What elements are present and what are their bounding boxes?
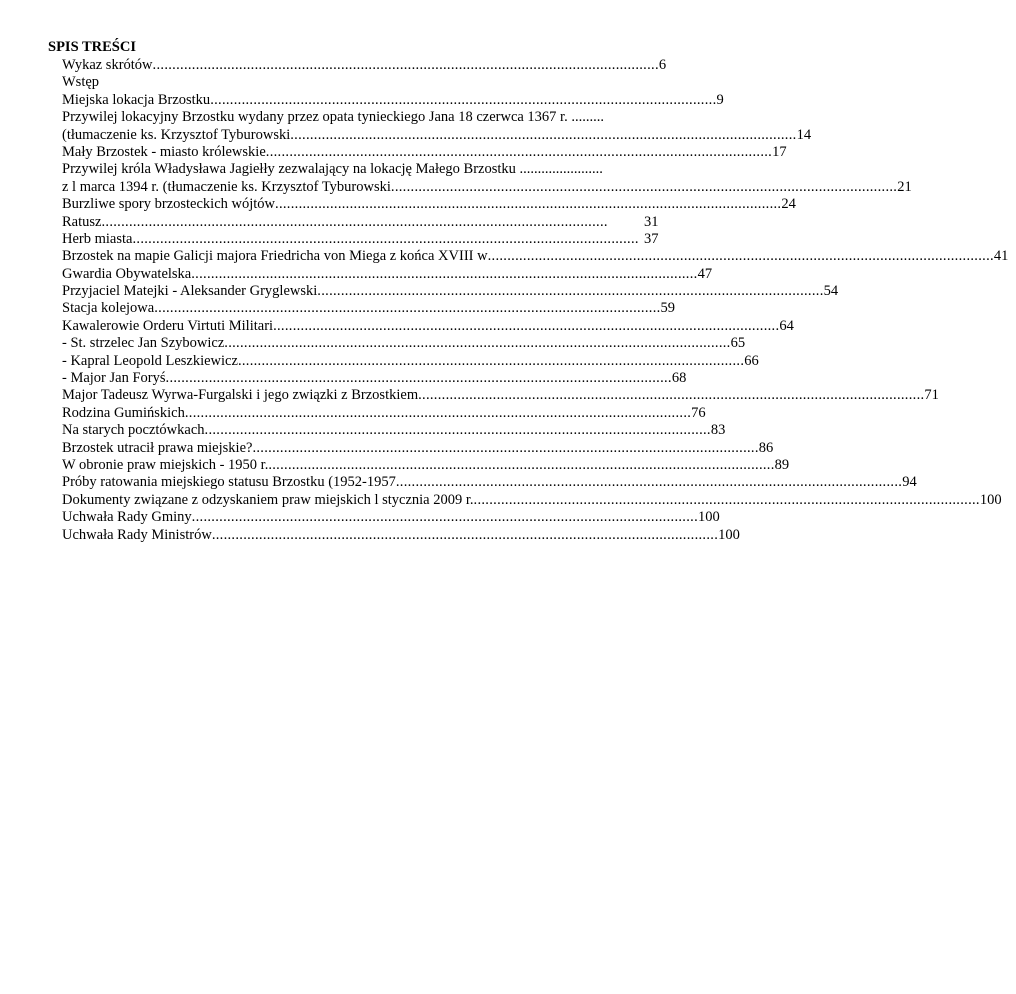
toc-entry <box>62 352 759 370</box>
toc-entry <box>62 265 713 283</box>
toc-title: SPIS TREŚCI <box>48 39 136 55</box>
toc-leader-dots: ................................................................................................................................. <box>154 300 661 317</box>
toc-leader-dots: ................................................................................................................................. <box>487 248 994 265</box>
toc-entry-text: Kawalerowie Orderu Virtuti Militari <box>62 317 274 334</box>
toc-entry-text: - Kapral Leopold Leszkiewicz <box>62 352 238 369</box>
toc-entry-text: Uchwała Rady Ministrów <box>62 526 212 543</box>
toc-leader-dots: ................................................................................................................................. <box>165 370 672 387</box>
toc-entry-text: Wstęp <box>62 74 100 91</box>
toc-entry-text: - Major Jan Foryś <box>62 370 166 387</box>
toc-entry <box>62 317 794 335</box>
toc-leader-dots: ................................................................................................................................. <box>184 404 692 421</box>
toc-entry <box>62 91 724 109</box>
toc-entry <box>62 126 812 144</box>
toc-entry-text: Przywilej lokacyjny Brzostku wydany przez opata tynieckiego Jana 18 czerwca 1367 r. ......... <box>62 109 604 126</box>
toc-page-number: 100 <box>718 526 740 543</box>
toc-entry <box>62 300 676 317</box>
toc-page-number: 89 <box>774 456 790 473</box>
toc-page-number: 14 <box>796 126 812 143</box>
toc-leader-dots: ................................................................................................................................. <box>101 213 608 230</box>
toc-leader-dots: ................................................................................................................................. <box>224 335 731 352</box>
toc-entry-text: z l marca 1394 r. (tłumaczenie ks. Krzysztof Tyburowski <box>62 178 391 195</box>
toc-entry <box>62 439 774 457</box>
toc-entry <box>62 196 796 213</box>
toc-leader-dots: ................................................................................................................................. <box>204 422 711 439</box>
toc-entry-text: Przywilej króla Władysława Jagiełły zezwalający na lokację Małego Brzostku ....................... <box>62 161 603 178</box>
toc-page-number: 37 <box>644 230 659 247</box>
table-of-contents <box>62 57 1009 544</box>
toc-page-number: 83 <box>710 422 726 439</box>
toc-entry <box>62 491 1002 509</box>
toc-entry-text: Dokumenty związane z odzyskaniem praw miejskich l stycznia 2009 r. <box>62 491 474 508</box>
toc-entry-text: - St. strzelec Jan Szybowicz <box>62 335 225 352</box>
toc-page-number: 21 <box>897 178 912 195</box>
toc-entry <box>62 178 912 196</box>
toc-page-number: 100 <box>698 509 720 526</box>
toc-entry <box>62 474 917 491</box>
toc-entry <box>62 509 720 526</box>
toc-page-number: 100 <box>979 491 1002 508</box>
toc-page-number: 54 <box>823 283 839 300</box>
toc-leader-dots: ................................................................................................................................. <box>390 178 898 195</box>
toc-entry-text: Próby ratowania miejskiego statusu Brzostku (1952-1957 <box>62 474 396 491</box>
toc-page-number: 17 <box>772 143 787 160</box>
toc-entry <box>62 422 726 439</box>
toc-entry <box>62 387 939 404</box>
toc-leader-dots: ................................................................................................................................. <box>273 317 780 334</box>
toc-entry <box>62 143 787 161</box>
toc-leader-dots: ................................................................................................................................. <box>191 509 698 526</box>
toc-entry-text: Stacja kolejowa <box>62 300 155 317</box>
toc-entry-text: Wykaz skrótów <box>62 57 153 73</box>
toc-page-number: 86 <box>758 439 774 456</box>
toc-leader-dots: ................................................................................................................................. <box>395 474 903 491</box>
toc-page-number: 71 <box>924 387 939 404</box>
toc-entry-text: Herb miasta <box>62 230 133 247</box>
toc-page-number: 47 <box>697 265 713 282</box>
toc-leader-dots: ................................................................................................................................. <box>268 456 775 473</box>
toc-page-number: 24 <box>781 196 796 213</box>
toc-entry-text: Miejska lokacja Brzostku <box>62 91 211 108</box>
toc-leader-dots: ................................................................................................................................. <box>265 143 773 160</box>
toc-entry-text: Uchwała Rady Gminy <box>62 509 192 526</box>
toc-entry-text: Brzostek utracił prawa miejskie? <box>62 439 253 456</box>
toc-entry <box>62 248 1009 265</box>
toc-entry <box>62 231 666 248</box>
toc-entry-text: Burzliwe spory brzosteckich wójtów <box>62 196 276 213</box>
toc-page-number: 68 <box>671 370 687 387</box>
toc-entry-text: Ratusz <box>62 213 102 230</box>
toc-entry <box>62 370 687 387</box>
toc-leader-dots: ................................................................................................................................. <box>252 439 759 456</box>
toc-page-number: 65 <box>730 335 746 352</box>
toc-entry-text: W obronie praw miejskich - 1950 r. <box>62 456 269 473</box>
toc-entry-text: Gwardia Obywatelska <box>62 265 192 282</box>
toc-entry <box>62 456 790 474</box>
toc-page-number: 64 <box>779 317 794 334</box>
toc-leader-dots: ................................................................................................................................. <box>211 526 719 543</box>
toc-leader-dots: ................................................................................................................................. <box>290 126 797 143</box>
toc-entry-text: Major Tadeusz Wyrwa-Furgalski i jego związki z Brzostkiem <box>62 387 419 404</box>
toc-page-number: 76 <box>691 404 706 421</box>
toc-page-number: 59 <box>660 300 676 317</box>
toc-leader-dots: ................................................................................................................................. <box>418 387 925 404</box>
toc-entry <box>62 404 706 422</box>
toc-entry <box>62 335 746 352</box>
toc-entry <box>62 57 666 74</box>
toc-entry-text: Mały Brzostek - miasto królewskie <box>62 143 266 160</box>
toc-leader-dots: ................................................................................................................................. <box>210 91 717 108</box>
toc-leader-dots: ................................................................................................................................. <box>237 352 745 369</box>
toc-entry-text: (tłumaczenie ks. Krzysztof Tyburowski <box>62 126 291 143</box>
toc-entry <box>62 109 666 126</box>
toc-page-number: 94 <box>902 474 917 491</box>
toc-page-number: 66 <box>744 352 759 369</box>
toc-page-number: 9 <box>716 91 724 108</box>
toc-entry <box>62 214 666 231</box>
toc-entry <box>62 161 666 178</box>
toc-leader-dots: ................................................................................................................................. <box>473 491 980 508</box>
toc-entry-text: Brzostek na mapie Galicji majora Friedricha von Miega z końca XVIII w <box>62 248 488 265</box>
toc-page-number: 31 <box>644 213 659 230</box>
toc-leader-dots: ................................................................................................................................. <box>317 283 824 300</box>
toc-entry <box>62 526 740 544</box>
toc-leader-dots: ................................................................................................................................. <box>152 57 659 73</box>
toc-leader-dots: ................................................................................................................................. <box>275 196 782 213</box>
toc-leader-dots: ................................................................................................................................. <box>191 265 698 282</box>
toc-entry-text: Przyjaciel Matejki - Aleksander Gryglewski <box>62 283 318 300</box>
toc-entry <box>62 74 666 91</box>
toc-entry-text: Na starych pocztówkach <box>62 422 205 439</box>
toc-entry <box>62 283 839 300</box>
toc-entry-text: Rodzina Gumińskich <box>62 404 185 421</box>
toc-leader-dots: ................................................................................................................................. <box>132 230 639 247</box>
toc-page-number: 6 <box>658 57 667 73</box>
toc-page-number: 41 <box>993 248 1009 265</box>
